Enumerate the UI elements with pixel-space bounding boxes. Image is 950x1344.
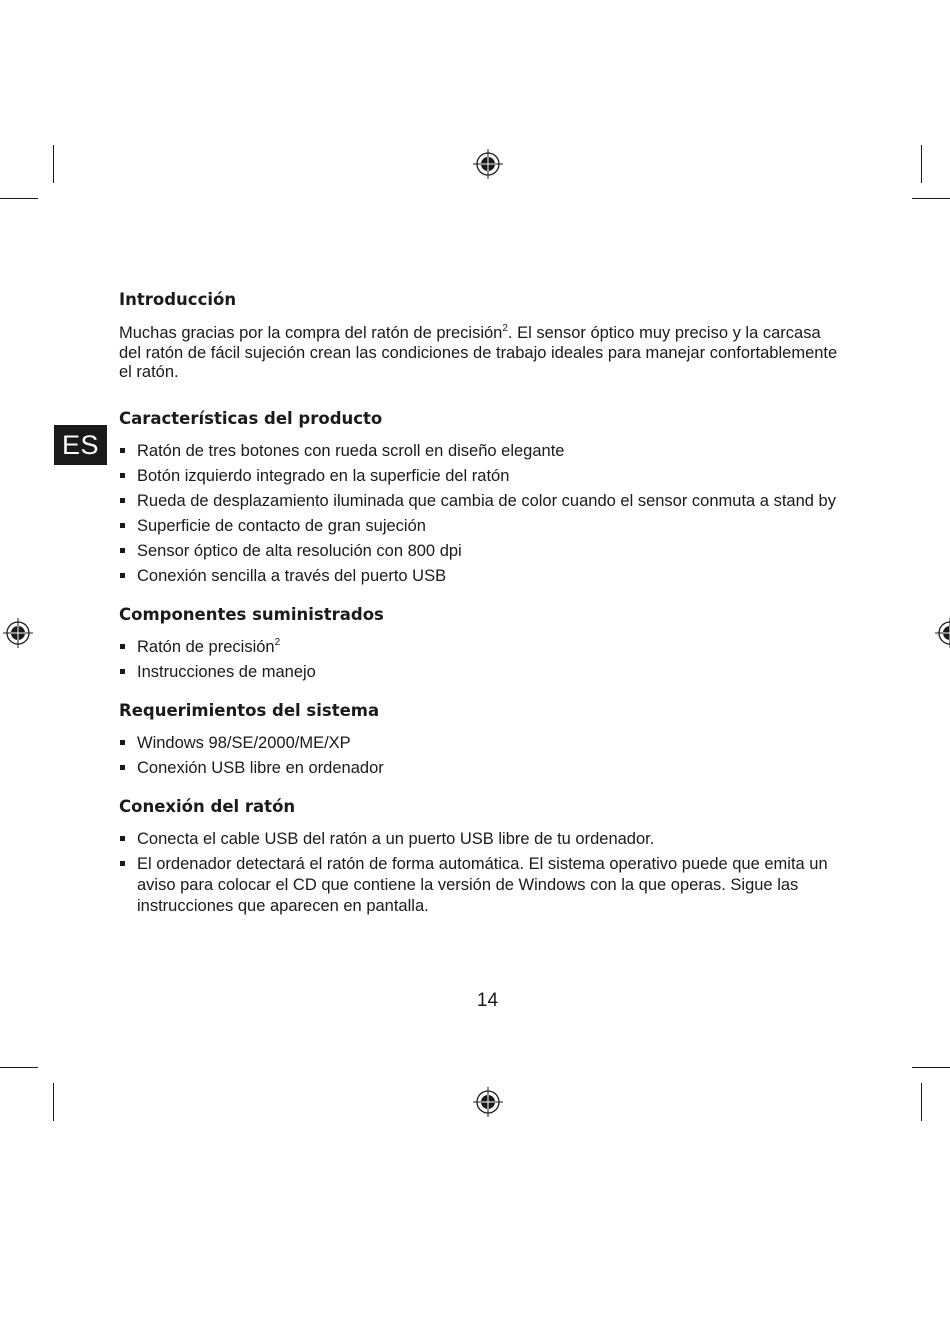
section-connection <box>119 795 843 917</box>
list-item: Superficie de contacto de gran sujeción <box>119 516 843 537</box>
requirements-list <box>119 733 843 779</box>
superscript: 2 <box>274 636 281 648</box>
section-heading-connection: Conexión del ratón <box>119 796 296 816</box>
crop-mark-top-right-v <box>921 145 922 183</box>
registration-crosshair-icon <box>473 149 503 179</box>
list-item: Windows 98/SE/2000/ME/XP <box>119 733 843 754</box>
list-item: Botón izquierdo integrado en la superficie del ratón <box>119 466 843 487</box>
list-item: Instrucciones de manejo <box>119 662 843 683</box>
language-tab: ES <box>54 425 107 465</box>
list-item: Conexión USB libre en ordenador <box>119 758 843 779</box>
list-item: Ratón de tres botones con rueda scroll en diseño elegante <box>119 441 843 462</box>
superscript: 2 <box>502 323 508 334</box>
crop-mark-bottom-right-v <box>921 1083 922 1121</box>
components-list <box>119 637 843 683</box>
registration-crosshair-icon <box>3 618 33 648</box>
list-item: Conecta el cable USB del ratón a un puerto USB libre de tu ordenador. <box>119 829 843 850</box>
section-heading-components: Componentes suministrados <box>119 604 384 624</box>
page-content <box>119 288 843 933</box>
crop-mark-bottom-right-h <box>912 1067 950 1068</box>
section-heading-requirements: Requerimientos del sistema <box>119 700 380 720</box>
crop-mark-top-left-v <box>53 145 54 183</box>
crop-mark-bottom-left-h <box>0 1067 38 1068</box>
section-heading-features: Características del producto <box>119 408 383 428</box>
list-item: El ordenador detectará el ratón de forma automática. El sistema operativo puede que emita un aviso para colocar el CD que contiene la versión de Windows con la que operas. Sigue las instrucciones que aparecen en pantalla. <box>119 854 843 917</box>
registration-crosshair-icon <box>473 1087 503 1117</box>
section-intro <box>119 288 843 383</box>
registration-crosshair-icon <box>935 618 950 648</box>
features-list <box>119 441 843 587</box>
section-features <box>119 407 843 587</box>
list-item: Sensor óptico de alta resolución con 800 dpi <box>119 541 843 562</box>
crop-mark-top-right-h <box>912 198 950 199</box>
list-item: Rueda de desplazamiento iluminada que cambia de color cuando el sensor conmuta a stand by <box>119 491 843 512</box>
page-number: 14 <box>476 990 499 1011</box>
list-item: Ratón de precisión$^2$ <box>119 637 843 658</box>
connection-list <box>119 829 843 917</box>
section-requirements <box>119 699 843 779</box>
section-components <box>119 603 843 683</box>
section-heading-intro: Introducción <box>119 290 237 309</box>
list-item: Conexión sencilla a través del puerto USB <box>119 566 843 587</box>
intro-paragraph: Muchas gracias por la compra del ratón de precisión$^2$. El sensor óptico muy preciso y la carcasa del ratón de fácil sujeción crean las condiciones de trabajo ideales para manejar confortablemente el ratón. <box>119 323 838 381</box>
crop-mark-bottom-left-v <box>53 1083 54 1121</box>
crop-mark-top-left-h <box>0 198 38 199</box>
